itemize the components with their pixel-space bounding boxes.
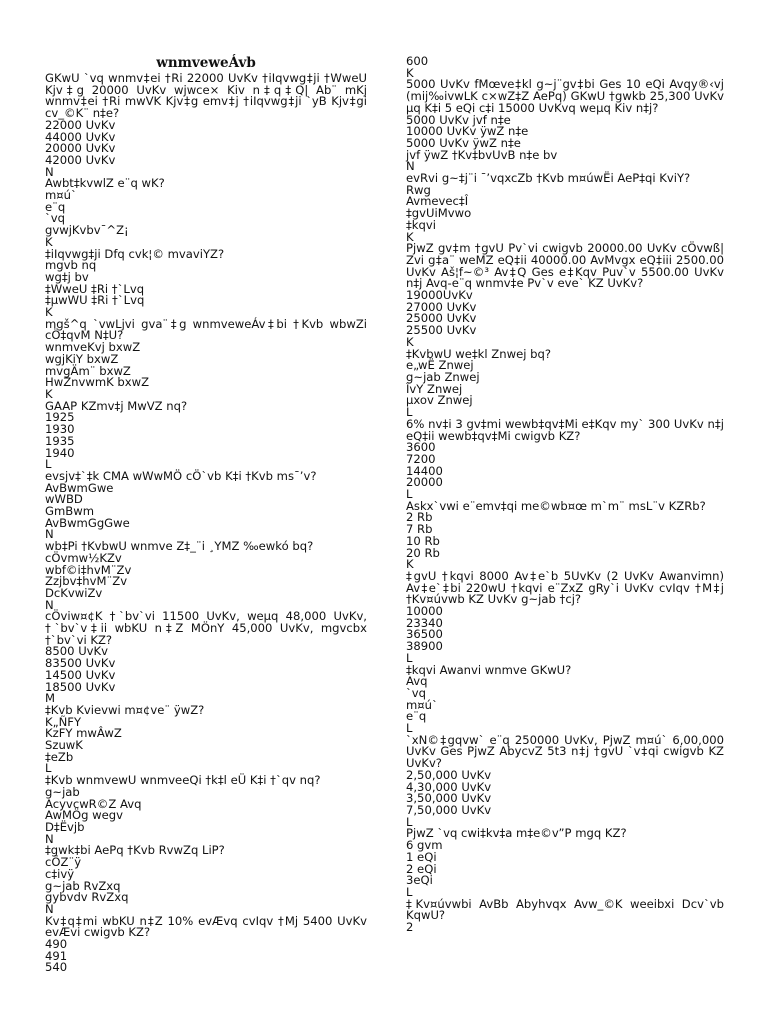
left-column: [45, 56, 367, 974]
page-title: wnmveweÁvb: [156, 55, 256, 71]
text-line: N: [45, 901, 54, 916]
text-line: m¤ú`: [406, 697, 438, 712]
text-line: ‡eZb: [45, 749, 74, 764]
text-line: 7,50,000 UvKv: [406, 803, 492, 817]
text-line: L: [406, 650, 413, 665]
text-line: 14400: [406, 463, 443, 478]
text-line: e¨q: [45, 199, 66, 214]
text-line: 22000 UvKv: [45, 117, 116, 132]
text-line: ‡WweU ‡Ri †`Lvq: [45, 281, 145, 296]
text-line: ÎvY Znwej: [406, 381, 463, 396]
text-line: AvBwmGgGwe: [45, 515, 130, 530]
question-text: ‡Kv¤úvwbi AvBb Abyhvqx Avw_©K weeibxi Dcv`vb KqwU?: [406, 896, 724, 923]
text-line: 2 eQi: [406, 861, 437, 876]
text-line: 38900: [406, 639, 443, 654]
text-line: c‡ivÿ: [45, 866, 75, 881]
text-line: 10000 UvKv ÿwZ n‡e: [406, 124, 529, 139]
text-line: 8500 UvKv: [45, 644, 109, 659]
text-line: N: [406, 159, 415, 174]
text-line: D‡Ëvjb: [45, 820, 85, 834]
text-line: gybvdv RvZxq: [45, 890, 129, 905]
text-line: wbf©i‡hvM¨Zv: [45, 562, 132, 577]
text-line: K: [406, 334, 414, 349]
text-line: AwMÖg wegv: [45, 808, 123, 823]
text-line: g~jab RvZxq: [45, 878, 121, 893]
text-line: AvBwmGwe: [45, 480, 114, 495]
right-question-list: [406, 56, 724, 934]
text-line: 42000 UvKv: [45, 152, 116, 167]
text-line: M: [45, 691, 56, 706]
text-line: GAAP KZmv‡j MwVZ nq?: [45, 398, 188, 413]
text-line: 2: [406, 920, 414, 935]
text-line: DcKvwiZv: [45, 585, 103, 600]
text-line: ‡kqvi: [406, 217, 436, 232]
text-line: 1935: [45, 433, 75, 448]
text-line: K: [406, 65, 414, 80]
text-line: 3,50,000 UvKv: [406, 791, 492, 806]
text-line: 3600: [406, 440, 436, 455]
text-line: 540: [45, 960, 68, 975]
text-line: N: [45, 597, 54, 612]
text-line: 491: [45, 948, 68, 963]
text-line: L: [406, 721, 413, 736]
question-text: Kv‡q‡mi wbKU n‡Z 10% evÆvq cvIqv †Mj 5400 UvKv evÆvi cwigvb KZ?: [45, 913, 367, 940]
text-line: 44000 UvKv: [45, 129, 116, 144]
text-line: g~jab: [45, 784, 80, 799]
text-line: ‡gvUiMvwo: [406, 206, 472, 221]
text-line: L: [406, 405, 413, 420]
text-line: mgvb nq: [45, 258, 97, 273]
text-line: ‡iIqvwg‡ji Dfq cvk¦© mvaviYZ?: [45, 246, 225, 261]
question-text: 6% nv‡i 3 gv‡mi wewb‡qv‡Mi e‡Kqv my` 300 UvKv n‡j eQ‡ii wewb‡qv‡Mi cwigvb KZ?: [406, 416, 724, 443]
left-question-list: [45, 73, 367, 974]
text-line: Rwg: [406, 182, 431, 197]
text-line: cÖvmw½KZv: [45, 550, 122, 565]
text-line: N: [45, 164, 54, 179]
text-line: L: [406, 487, 413, 502]
text-line: PjwZ `vq cwi‡kv‡a m‡e©v”P mgq KZ?: [406, 826, 627, 841]
text-line: jvf ÿwZ †Kv‡bvUvB n‡e bv: [406, 147, 558, 162]
text-line: 83500 UvKv: [45, 656, 116, 671]
text-line: 1925: [45, 410, 75, 425]
question-text: PjwZ gv‡m †gvU Pv`vi cwigvb 20000.00 UvKv cÖvwß| Zvi g‡a¨ weMZ eQ‡ii 40000.00 AvMvgx eQ‡iii 2500.00 UvKv Aš¦f~©³ Av‡Q Ges e‡Kqv Puv`v 5500.00 UvKv n‡j Avq-e¨q wnmv‡e Pv`v eve` KZ UvKv?: [406, 241, 724, 291]
question-text: 5000 UvKv fMœve‡kl g~j¨gv‡bi Ges 10 eQi Avqy®‹vj (mij‰ivwLK c×wZ‡Z AePq) GKwU †gwkb 25,300 UvKv µq K‡i 5 eQi c‡i 15000 UvKvq weµq Kiv n‡j?: [406, 77, 724, 115]
question-text: mgš^q `vwLjvi gva¨‡g wnmveweÁv‡bi †Kvb wbwZi cÖ‡qvM N‡U?: [45, 316, 367, 343]
text-line: wb‡Pi †KvbwU wnmve Z‡_¨i ¸YMZ ‰ewkó bq?: [45, 539, 314, 554]
text-line: AcyvcwR©Z Avq: [45, 796, 142, 811]
text-line: cÖZ¨ÿ: [45, 855, 82, 870]
text-line: wnmveKvj bxwZ: [45, 340, 141, 355]
text-line: K: [406, 229, 414, 244]
text-line: GmBwm: [45, 504, 95, 519]
text-line: mvgÄm¨ bxwZ: [45, 363, 131, 378]
text-line: 14500 UvKv: [45, 667, 116, 682]
text-line: ‡kqvi Awanvi wnmve GKwU?: [406, 662, 572, 677]
text-line: 5000 UvKv jvf n‡e: [406, 112, 511, 127]
text-line: `vq: [45, 211, 66, 226]
text-line: 3eQi: [406, 873, 433, 888]
question-text: Askx`vwi e¨emv‡qi me©wb¤œ m`m¨ msL¨v KZRb?: [406, 498, 706, 513]
text-line: K: [45, 305, 53, 320]
text-line: 600: [406, 54, 429, 68]
text-line: 6 gvm: [406, 838, 443, 853]
text-line: 7 Rb: [406, 522, 433, 537]
text-line: gvwjKvbv¯^Z¡: [45, 223, 129, 238]
text-line: 10000: [406, 604, 443, 619]
text-line: Awbt‡kvwlZ e¨q wK?: [45, 176, 165, 191]
text-line: K: [406, 557, 414, 572]
text-line: µxov Znwej: [406, 393, 473, 408]
text-line: L: [406, 884, 413, 899]
text-line: L: [406, 814, 413, 829]
text-line: m¤ú`: [45, 188, 77, 203]
text-line: 7200: [406, 451, 436, 466]
text-line: ‡Kvb wnmvewU wnmveeQi †k‡l eÜ K‡i †`qv nq?: [45, 773, 321, 788]
text-line: e¨q: [406, 709, 427, 724]
text-line: L: [45, 457, 52, 472]
text-line: `vq: [406, 685, 427, 700]
text-line: g~jab Znwej: [406, 369, 480, 384]
text-line: 19000UvKv: [406, 288, 473, 303]
text-line: SzuwK: [45, 738, 83, 753]
text-line: L: [45, 761, 52, 776]
text-line: 25000 UvKv: [406, 311, 477, 326]
text-line: wgjKiY bxwZ: [45, 351, 119, 366]
text-line: N: [45, 527, 54, 542]
text-line: ‡gwk‡bi AePq †Kvb RvwZq LiP?: [45, 843, 225, 858]
text-line: ‡Kvb Kvievwi m¤¢ve¨ ÿwZ?: [45, 702, 205, 717]
text-line: ‡µwWU ‡Ri †`Lvq: [45, 293, 145, 308]
text-line: K: [45, 386, 53, 401]
text-line: wWBD: [45, 492, 83, 507]
right-column: [406, 56, 724, 934]
text-line: 1940: [45, 445, 75, 460]
text-line: 4,30,000 UvKv: [406, 779, 492, 794]
text-line: 490: [45, 937, 68, 952]
question-text: cÖviw¤¢K †`bv`vi 11500 UvKv, weµq 48,000 UvKv, †`bv`v‡ii wbKU n‡Z MÖnY 45,000 UvKv, mgvcbx †`bv`vi KZ?: [45, 609, 367, 647]
text-line: KzFY mwÂwZ: [45, 726, 122, 741]
question-text: GKwU `vq wnmv‡ei †Ri 22000 UvKv †iIqvwg‡ji †WweU Kjv‡g 20000 UvKv wjwce× Kiv n‡q‡Q| Ab¨ mKj wnmv‡ei †Ri mwVK Kjv‡g emv‡j †iIqvwg‡ji `yB Kjv‡gi cv_©K¨ n‡e?: [45, 71, 367, 121]
text-line: Zzjbv‡hvM¨Zv: [45, 574, 128, 589]
text-line: K: [45, 234, 53, 249]
text-line: 1 eQi: [406, 849, 437, 864]
text-line: 25500 UvKv: [406, 323, 477, 338]
text-line: HwZnvwmK bxwZ: [45, 375, 150, 390]
text-line: N: [45, 831, 54, 846]
text-line: K„ÑFY: [45, 714, 82, 729]
text-line: 20000: [406, 475, 443, 490]
question-text: `xN©‡gqvw` e¨q 250000 UvKv, PjwZ m¤ú` 6,00,000 UvKv Ges PjwZ AbycvZ 5t3 n‡j †gvU `v‡qi cwigvb KZ UvKv?: [406, 732, 724, 771]
text-line: 23340: [406, 615, 443, 630]
text-line: e„wË Znwej: [406, 358, 474, 373]
text-line: 27000 UvKv: [406, 299, 477, 314]
text-line: 10 Rb: [406, 533, 440, 548]
text-line: 2 Rb: [406, 510, 433, 525]
text-line: ‡KvbwU we‡kl Znwej bq?: [406, 346, 551, 361]
text-line: 18500 UvKv: [45, 679, 116, 694]
text-line: 1930: [45, 422, 75, 437]
text-line: evRvi g~‡j¨i ¯’vqxcZb †Kvb m¤úwËi AeP‡qi KviY?: [406, 171, 691, 186]
question-text: ‡gvU †kqvi 8000 Av‡e`b 5UvKv (2 UvKv Awanvimn) Av‡e`‡bi 220wU †kqvi e¨ZxZ gRy`i UvKv cvIqv †M‡j †Kv¤úvwb KZ UvKv g~jab †cj?: [406, 568, 724, 607]
text-line: 20000 UvKv: [45, 141, 116, 156]
text-line: wg‡j bv: [45, 269, 89, 284]
text-line: 5000 UvKv ÿwZ n‡e: [406, 135, 521, 150]
text-line: evsjv‡`‡k CMA wWwMÖ cÖ`vb K‡i †Kvb ms¯’v?: [45, 468, 317, 483]
text-line: 20 Rb: [406, 545, 440, 560]
text-line: Avmevec‡Î: [406, 194, 469, 209]
text-line: 36500: [406, 627, 443, 642]
text-line: 2,50,000 UvKv: [406, 767, 492, 782]
text-line: Avq: [406, 674, 428, 689]
